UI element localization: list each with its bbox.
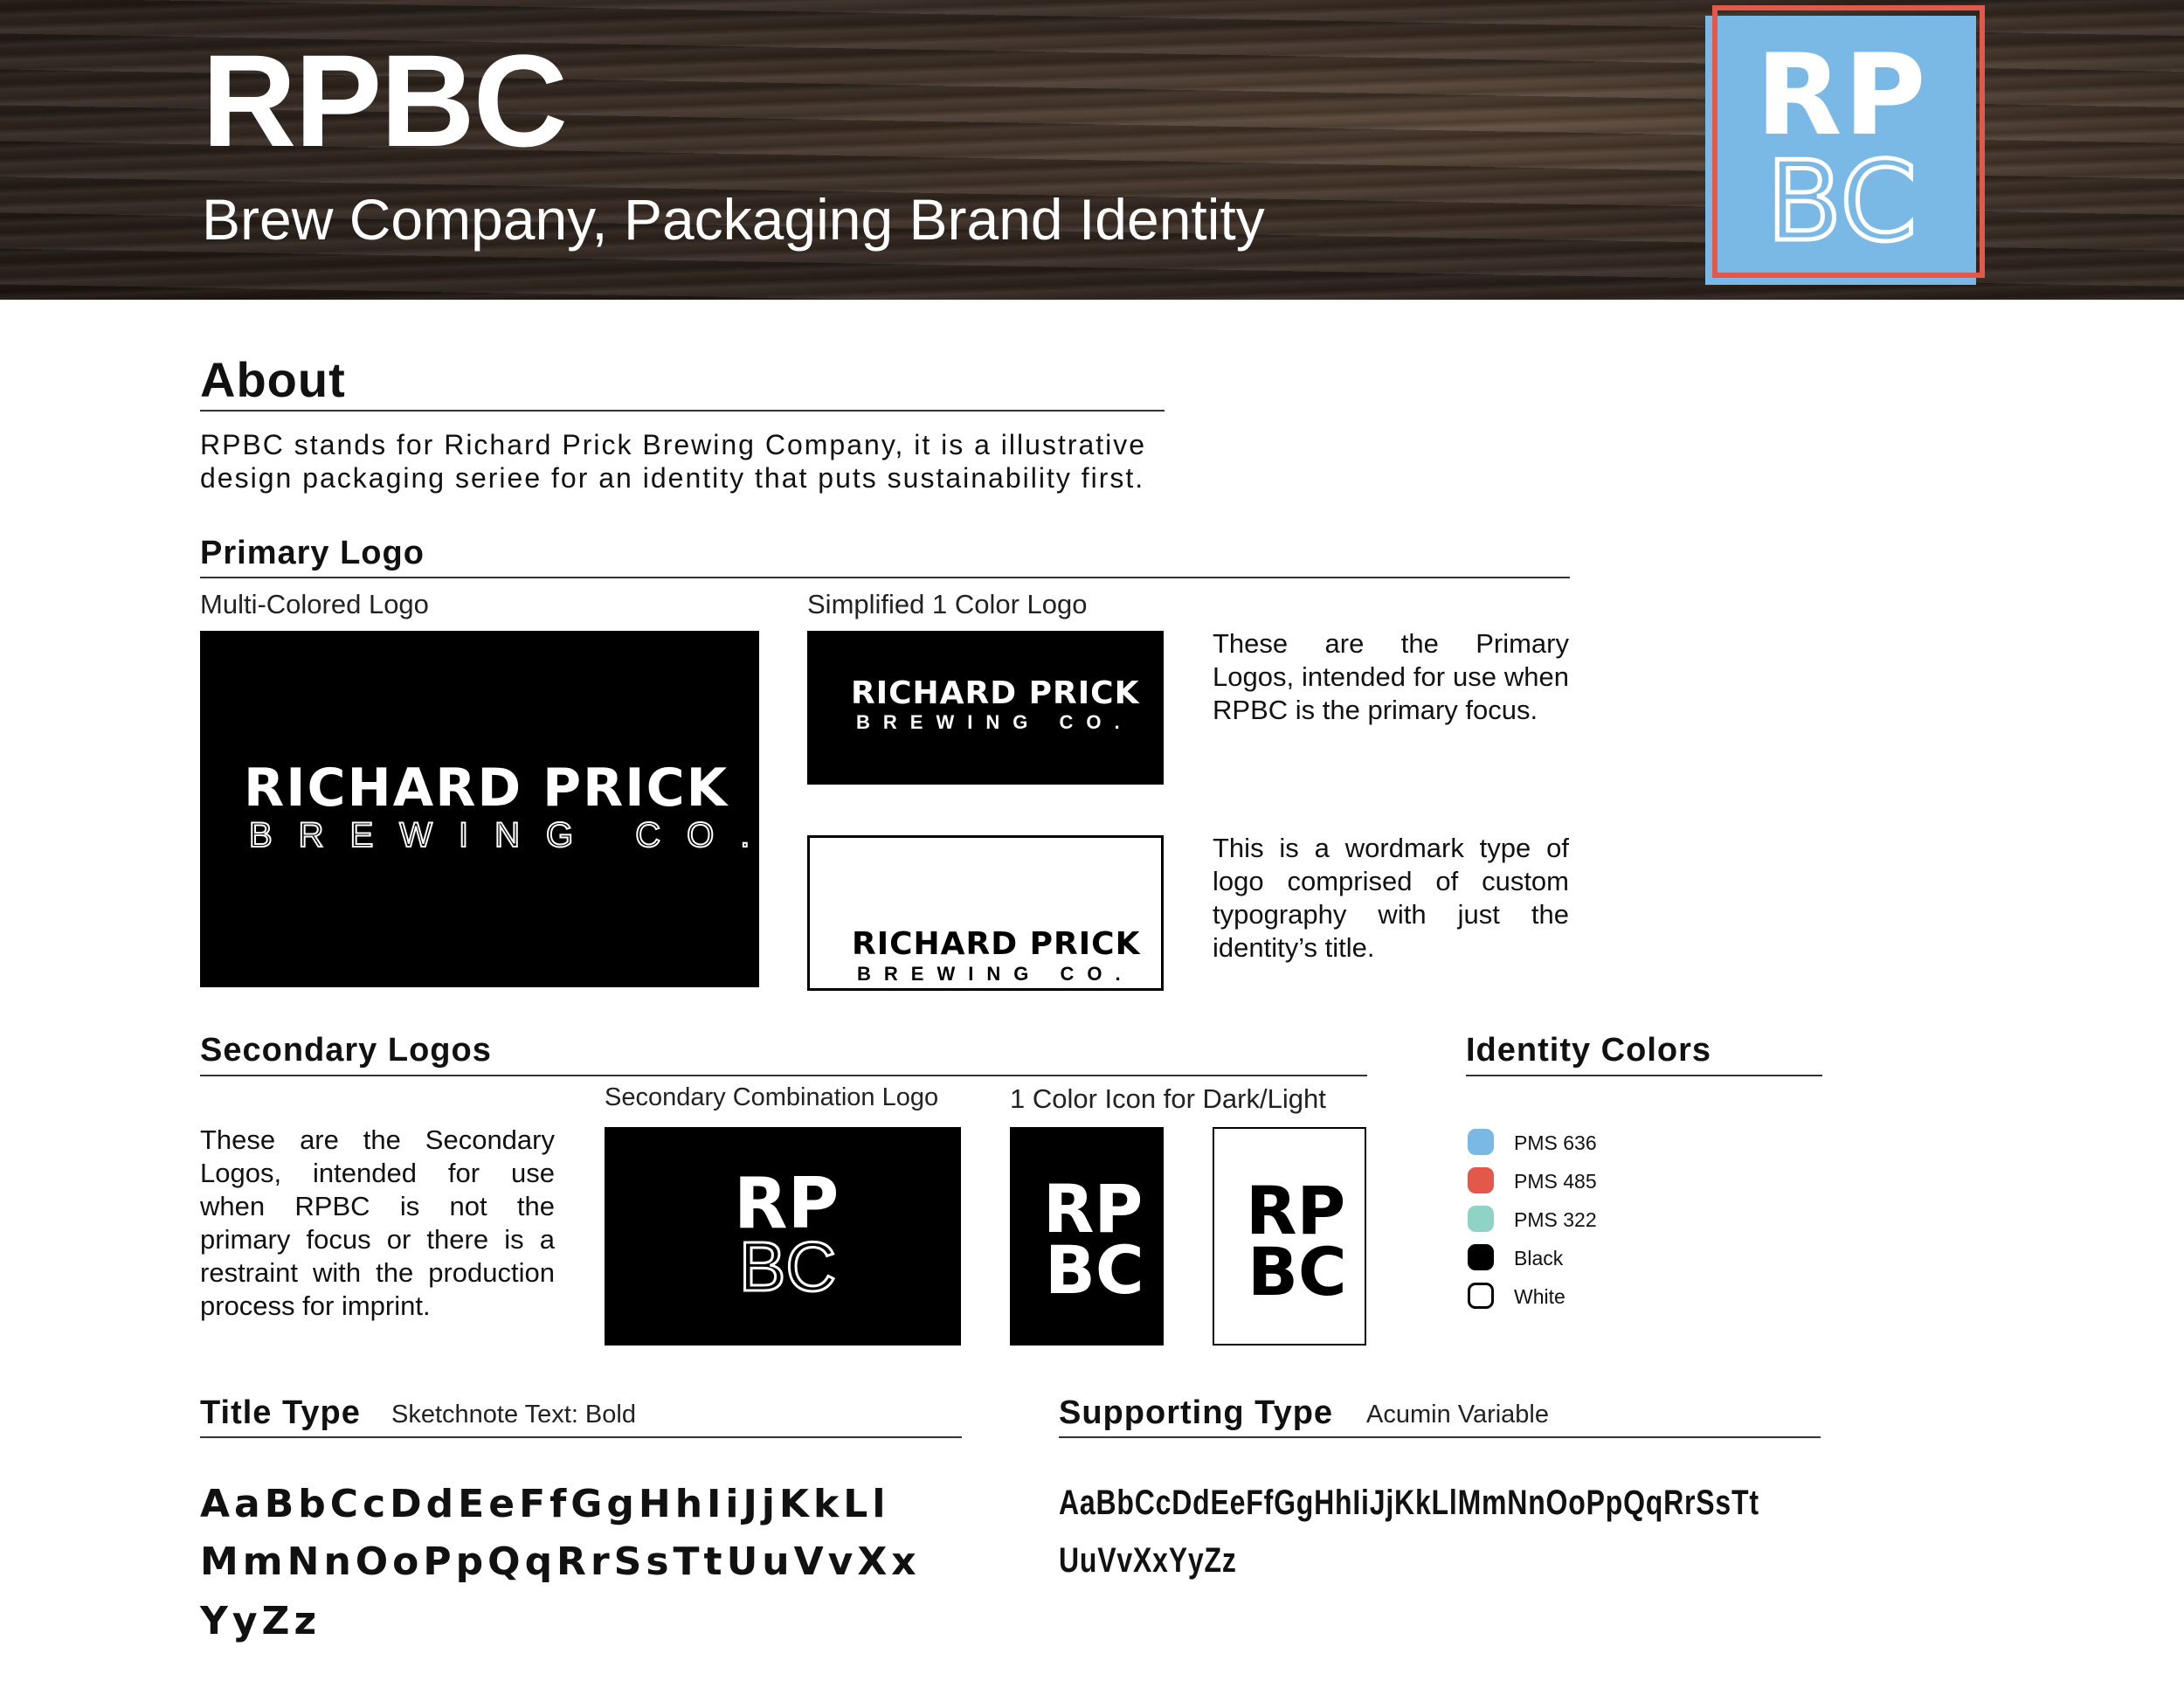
secondary-combination-logo — [605, 1127, 961, 1346]
color-item-pms485 — [1466, 1166, 1728, 1197]
mark-rp: RP — [1246, 1172, 1346, 1249]
supporting-type-sample-row-1: AaBbCcDdEeFfGgHhIiJjKkLlMmNnOoPpQqRrSsTt — [1059, 1484, 1759, 1522]
header-banner — [0, 0, 2184, 300]
swatch-black — [1468, 1244, 1494, 1270]
secondary-logos-divider — [200, 1075, 1367, 1076]
wordmark-sub: BREWING CO. — [857, 963, 1134, 985]
swatch-pms322 — [1468, 1206, 1494, 1232]
identity-colors-heading: Identity Colors — [1466, 1032, 1712, 1069]
about-text — [200, 428, 1146, 495]
mark-bc: BC — [1045, 1231, 1144, 1309]
icon-logo-light — [1213, 1127, 1366, 1346]
title-type-sample-row-1: AaBbCcDdEeFfGgHhIiJjKkLl — [200, 1482, 890, 1526]
title-type-sample-row-3: YyZz — [200, 1599, 321, 1643]
wordmark-sub: BREWING CO. — [249, 816, 777, 854]
primary-logo-divider — [200, 577, 1570, 578]
wordmark-main: RICHARD PRICK — [851, 675, 1140, 711]
mark-rp: RP — [1043, 1170, 1144, 1248]
swatch-label: White — [1514, 1285, 1565, 1308]
color-item-pms636 — [1466, 1127, 1728, 1159]
supporting-type-sample-row-2: UuVvXxYyZz — [1059, 1541, 1237, 1580]
about-line-2: design packaging seriee for an identity that puts sustainability first. — [200, 462, 1145, 494]
page-subtitle: Brew Company, Packaging Brand Identity — [202, 187, 1265, 252]
wordmark-description: This is a wordmark type of logo comprised of custom typography with just the identity’s title. — [1213, 833, 1569, 963]
title-type-font-name: Sketchnote Text: Bold — [391, 1401, 636, 1429]
wordmark-sub: BREWING CO. — [856, 711, 1133, 733]
supporting-type-divider — [1059, 1436, 1821, 1438]
combination-logo-label: Secondary Combination Logo — [605, 1083, 939, 1111]
rpbc-logo-rp: RP — [1756, 31, 1928, 161]
simplified-logo-dark — [807, 631, 1164, 785]
icon-logo-label: 1 Color Icon for Dark/Light — [1010, 1083, 1326, 1114]
swatch-label: PMS 485 — [1514, 1170, 1597, 1193]
identity-colors-divider — [1466, 1075, 1822, 1076]
swatch-pms485 — [1468, 1167, 1494, 1193]
title-type-heading: Title Type — [200, 1394, 361, 1431]
swatch-label: PMS 322 — [1514, 1208, 1597, 1231]
swatch-pms636 — [1468, 1129, 1494, 1155]
color-item-black — [1466, 1242, 1728, 1274]
simplified-logo-light — [807, 835, 1164, 991]
secondary-logos-description: These are the Secondary Logos, intended for use when RPBC is not the primary focus or there is a restraint with the production process for imprint. — [200, 1124, 555, 1321]
about-heading: About — [200, 352, 346, 407]
wordmark-main: RICHARD PRICK — [244, 758, 729, 819]
swatch-label: Black — [1514, 1247, 1564, 1269]
about-divider — [200, 410, 1165, 412]
secondary-logos-heading: Secondary Logos — [200, 1032, 492, 1069]
swatch-label: PMS 636 — [1514, 1131, 1597, 1154]
primary-logo-description: These are the Primary Logos, intended for use when RPBC is the primary focus. — [1213, 628, 1569, 725]
icon-logo-dark — [1010, 1127, 1164, 1346]
title-type-sample-row-2: MmNnOoPpQqRrSsTtUuVvXx — [200, 1539, 921, 1584]
mark-rp: RP — [734, 1163, 840, 1244]
title-type-divider — [200, 1436, 962, 1438]
simplified-logo-label: Simplified 1 Color Logo — [807, 589, 1088, 619]
color-item-pms322 — [1466, 1204, 1728, 1235]
wordmark-main: RICHARD PRICK — [852, 926, 1141, 962]
about-line-1: RPBC stands for Richard Prick Brewing Company, it is a illustrative — [200, 429, 1147, 460]
supporting-type-font-name: Acumin Variable — [1366, 1401, 1550, 1429]
primary-logo-heading: Primary Logo — [200, 535, 425, 571]
mark-bc: BC — [739, 1228, 837, 1305]
mark-bc: BC — [1248, 1233, 1347, 1311]
color-item-white — [1466, 1281, 1728, 1312]
rpbc-logo-bc: BC — [1766, 137, 1918, 266]
page-title: RPBC — [202, 27, 567, 174]
multi-colored-logo — [200, 631, 777, 987]
swatch-white — [1468, 1283, 1494, 1309]
multi-colored-logo-label: Multi-Colored Logo — [200, 589, 429, 619]
supporting-type-heading: Supporting Type — [1059, 1394, 1334, 1431]
